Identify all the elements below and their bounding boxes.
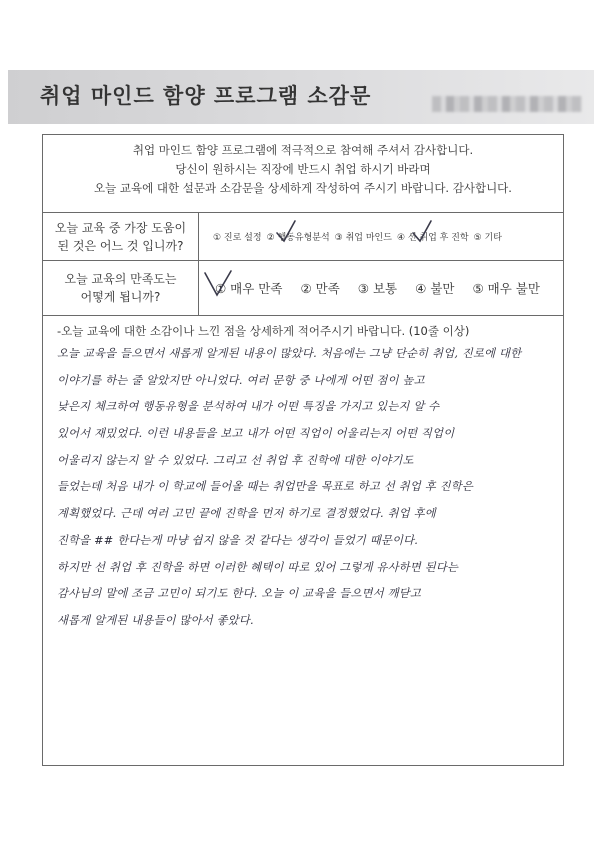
question-satisfaction <box>43 261 563 316</box>
option-work-first[interactable]: ④ 선 취업 후 진학 <box>396 233 469 243</box>
intro-section <box>43 135 563 213</box>
handwritten-line: 감사님의 말에 조금 고민이 되기도 한다. 오늘 이 교육을 들으면서 깨닫고 <box>57 587 421 601</box>
question-label-line-1: 오늘 교육의 만족도는 <box>64 272 177 286</box>
handwritten-line: 계획했었다. 근데 여러 고민 끝에 진학을 먼저 하기로 결정했었다. 취업 후에 <box>57 507 436 521</box>
question-label <box>43 261 199 315</box>
intro-line-3: 오늘 교육에 대한 설문과 소감문을 상세하게 작성하여 주시기 바랍니다. 감사합니다. <box>94 181 512 195</box>
question-label-line-2: 어떻게 됩니까? <box>80 290 161 304</box>
option-very-satisfied[interactable]: ① 매우 만족 <box>215 281 283 296</box>
option-satisfied[interactable]: ② 만족 <box>300 281 340 296</box>
survey-form <box>42 134 564 766</box>
question-label <box>43 213 199 260</box>
option-list <box>215 261 558 315</box>
question-most-helpful <box>43 213 563 261</box>
handwritten-line: 이야기를 하는 줄 알았지만 아니었다. 여러 문항 중 나에게 어떤 점이 높고 <box>57 373 425 387</box>
option-career-setting[interactable]: ① 진로 설정 <box>213 233 262 243</box>
redacted-area <box>432 96 582 112</box>
handwritten-line: 오늘 교육을 들으면서 새롭게 알게된 내용이 많았다. 처음에는 그냥 단순히 취업, 진로에 대한 <box>57 347 522 360</box>
handwritten-line: 어울리지 않는지 알 수 있었다. 그리고 선 취업 후 진학에 대한 이야기도 <box>57 453 414 467</box>
handwritten-line: 낮은지 체크하여 행동유형을 분석하여 내가 어떤 특징을 가지고 있는지 알 수 <box>57 400 440 414</box>
option-list <box>213 213 507 260</box>
option-neutral[interactable]: ③ 보통 <box>357 281 398 296</box>
option-behavior-analysis[interactable]: ② 행동유형분석 <box>266 233 330 243</box>
question-label-line-1: 오늘 교육 중 가장 도움이 <box>54 220 187 235</box>
essay-prompt: -오늘 교육에 대한 소감이나 느낀 점을 상세하게 적어주시기 바랍니다. (10줄 이상) <box>57 324 470 338</box>
handwritten-line: 하지만 선 취업 후 진학을 하면 이러한 혜택이 따로 있어 그렇게 유사하면 된다는 <box>57 560 459 574</box>
handwritten-response <box>57 341 557 635</box>
intro-line-2: 당신이 원하시는 직장에 반드시 취업 하시기 바라며 <box>175 162 431 176</box>
question-label-line-2: 된 것은 어느 것 입니까? <box>57 238 184 253</box>
option-other[interactable]: ⑤ 기타 <box>473 233 502 243</box>
option-very-dissatisfied[interactable]: ⑤ 매우 불만 <box>472 281 540 296</box>
handwritten-line: 진학을 ## 한다는게 마냥 쉽지 않을 것 같다는 생각이 들었기 때문이다. <box>57 533 419 547</box>
page-title: 취업 마인드 함양 프로그램 소감문 <box>40 84 372 108</box>
handwritten-line: 있어서 재밌었다. 이런 내용들을 보고 내가 어떤 직업이 어울리는지 어떤 직업이 <box>57 427 455 441</box>
option-employment-mind[interactable]: ③ 취업 마인드 <box>334 233 392 243</box>
intro-line-1: 취업 마인드 함양 프로그램에 적극적으로 참여해 주셔서 감사합니다. <box>132 143 474 157</box>
handwritten-line: 들었는데 처음 내가 이 학교에 들어올 때는 취업만을 목표로 하고 선 취업 후 진학은 <box>57 480 474 494</box>
handwritten-line: 새롭게 알게된 내용들이 많아서 좋았다. <box>57 613 254 627</box>
option-dissatisfied[interactable]: ④ 불만 <box>415 281 455 296</box>
